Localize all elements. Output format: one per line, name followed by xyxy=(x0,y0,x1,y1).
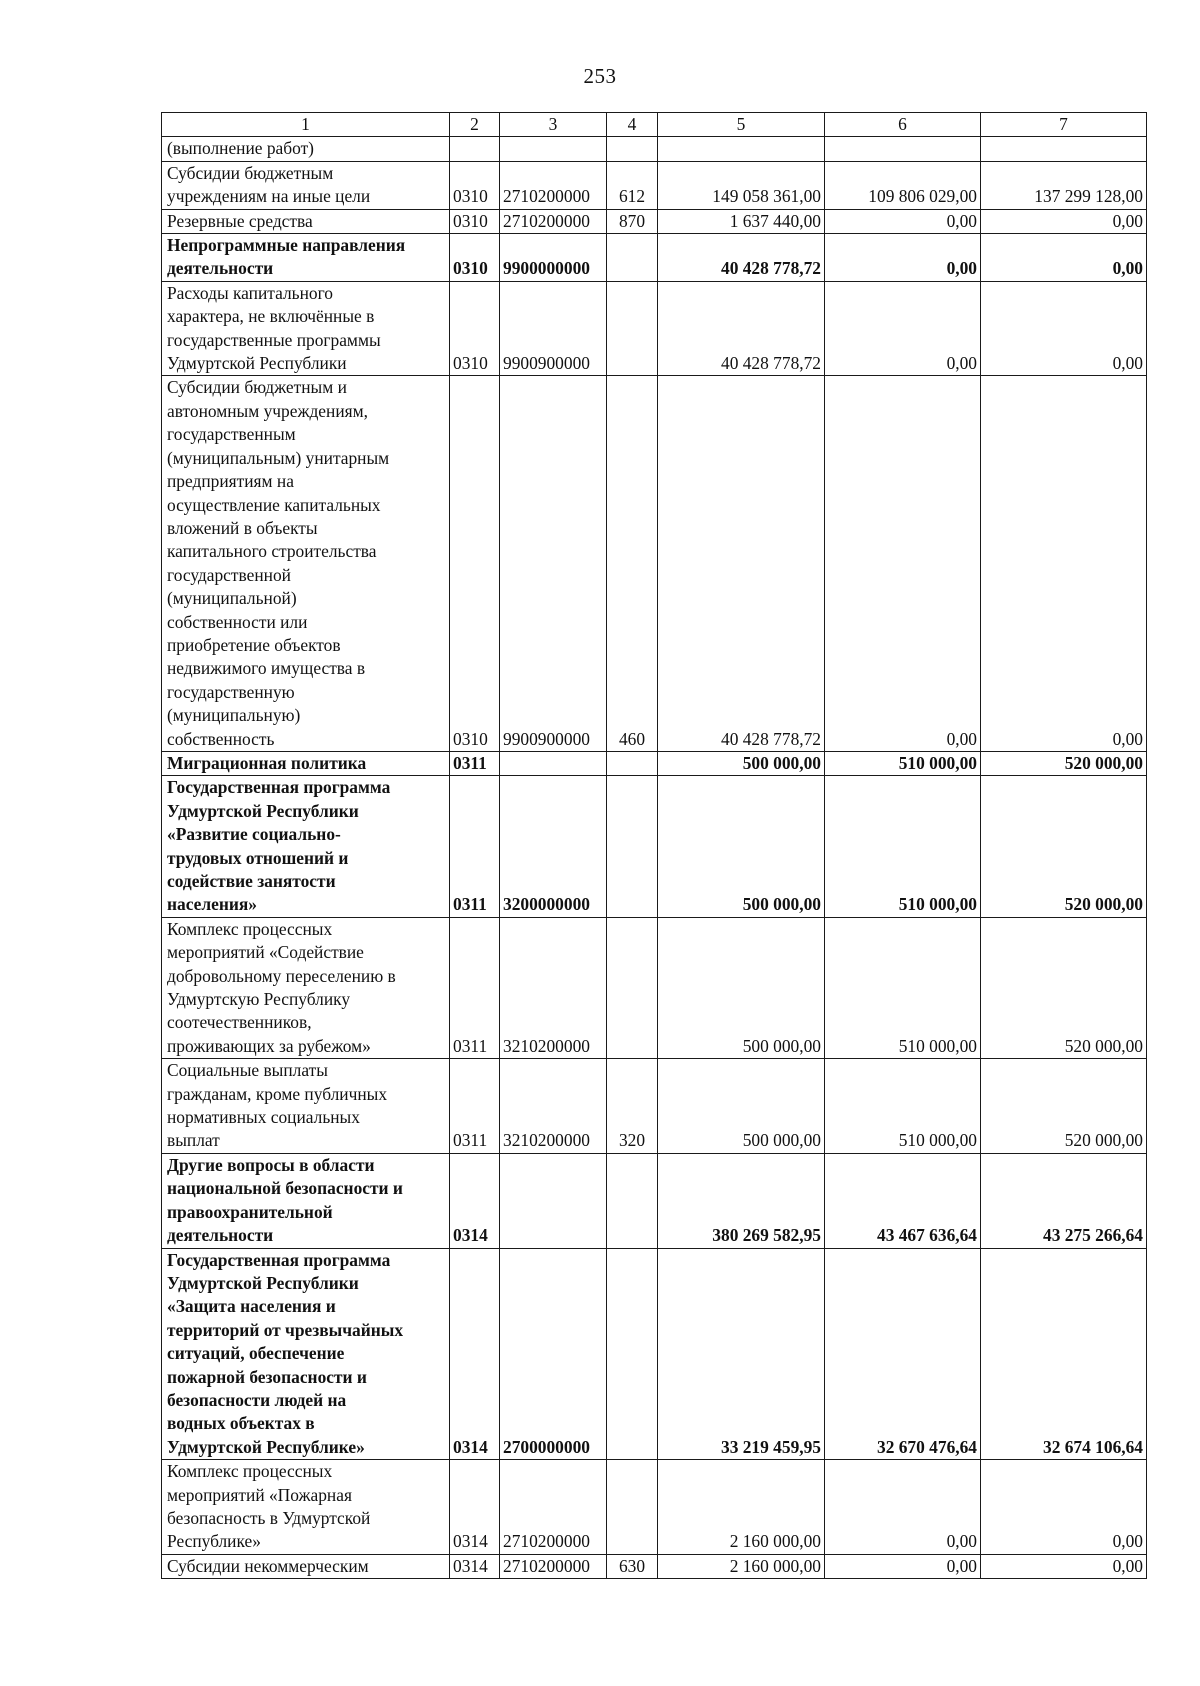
table-row xyxy=(162,1460,1147,1555)
page-number: 253 xyxy=(583,64,617,88)
table-row xyxy=(162,1059,1147,1154)
header-row xyxy=(162,113,1147,137)
row-amount-col7: 0,00 xyxy=(981,1460,1147,1555)
row-expense-type: 630 xyxy=(607,1554,658,1578)
row-name: Социальные выплаты гражданам, кроме публичных нормативных социальных выплат xyxy=(162,1059,450,1154)
row-amount-col5: 500 000,00 xyxy=(658,776,825,917)
row-name: Субсидии бюджетным и автономным учреждениям, государственным (муниципальным) унитарным предприятиям на осуществление капитальных вложений в объекты капитального строительства государственной (муниципальной) собственности или приобретение объектов недвижимого имущества в государственную (муниципальную) собственность xyxy=(162,376,450,752)
row-section-code: 0314 xyxy=(450,1460,500,1555)
row-amount-col5: 40 428 778,72 xyxy=(658,234,825,282)
row-amount-col7: 43 275 266,64 xyxy=(981,1153,1147,1248)
row-amount-col5: 2 160 000,00 xyxy=(658,1460,825,1555)
row-section-code xyxy=(450,137,500,161)
row-expense-type xyxy=(607,1153,658,1248)
row-name: Расходы капитального характера, не включённые в государственные программы Удмуртской Республики xyxy=(162,281,450,376)
row-name: Государственная программа Удмуртской Республики «Защита населения и территорий от чрезвычайных ситуаций, обеспечение пожарной безопасности и безопасности людей на водных объектах в Удмуртской Республике» xyxy=(162,1248,450,1460)
table-row xyxy=(162,281,1147,376)
table-row xyxy=(162,1554,1147,1578)
row-amount-col7: 0,00 xyxy=(981,376,1147,752)
row-amount-col7: 0,00 xyxy=(981,1554,1147,1578)
row-name: Миграционная политика xyxy=(162,751,450,775)
row-section-code: 0314 xyxy=(450,1153,500,1248)
row-amount-col7: 0,00 xyxy=(981,209,1147,233)
row-amount-col5: 149 058 361,00 xyxy=(658,161,825,209)
row-amount-col6: 0,00 xyxy=(825,376,981,752)
row-section-code: 0310 xyxy=(450,161,500,209)
row-amount-col7: 520 000,00 xyxy=(981,776,1147,917)
table-row xyxy=(162,161,1147,209)
row-target-code: 9900900000 xyxy=(500,281,607,376)
row-target-code: 3210200000 xyxy=(500,1059,607,1154)
header-col-6: 6 xyxy=(825,113,981,137)
row-section-code: 0310 xyxy=(450,234,500,282)
row-section-code: 0311 xyxy=(450,776,500,917)
row-target-code: 2700000000 xyxy=(500,1248,607,1460)
row-section-code: 0314 xyxy=(450,1554,500,1578)
budget-table xyxy=(161,112,1147,1579)
row-amount-col5: 500 000,00 xyxy=(658,751,825,775)
row-name: Резервные средства xyxy=(162,209,450,233)
row-expense-type xyxy=(607,751,658,775)
row-section-code: 0310 xyxy=(450,376,500,752)
row-amount-col6: 0,00 xyxy=(825,1460,981,1555)
row-amount-col5: 40 428 778,72 xyxy=(658,281,825,376)
row-amount-col5: 500 000,00 xyxy=(658,917,825,1058)
row-expense-type: 320 xyxy=(607,1059,658,1154)
row-section-code: 0314 xyxy=(450,1248,500,1460)
row-target-code xyxy=(500,137,607,161)
row-amount-col5: 33 219 459,95 xyxy=(658,1248,825,1460)
row-amount-col7: 137 299 128,00 xyxy=(981,161,1147,209)
table-row xyxy=(162,751,1147,775)
row-name: (выполнение работ) xyxy=(162,137,450,161)
row-expense-type: 460 xyxy=(607,376,658,752)
row-expense-type xyxy=(607,281,658,376)
row-expense-type xyxy=(607,234,658,282)
table-row xyxy=(162,234,1147,282)
row-expense-type xyxy=(607,137,658,161)
row-amount-col6: 0,00 xyxy=(825,1554,981,1578)
row-name: Другие вопросы в области национальной безопасности и правоохранительной деятельности xyxy=(162,1153,450,1248)
row-expense-type xyxy=(607,776,658,917)
row-expense-type xyxy=(607,917,658,1058)
row-amount-col6: 510 000,00 xyxy=(825,917,981,1058)
row-amount-col5: 500 000,00 xyxy=(658,1059,825,1154)
row-section-code: 0310 xyxy=(450,281,500,376)
row-amount-col7 xyxy=(981,137,1147,161)
header-col-1: 1 xyxy=(162,113,450,137)
row-amount-col7: 520 000,00 xyxy=(981,917,1147,1058)
row-amount-col5 xyxy=(658,137,825,161)
row-amount-col5: 40 428 778,72 xyxy=(658,376,825,752)
row-expense-type xyxy=(607,1460,658,1555)
row-amount-col7: 0,00 xyxy=(981,281,1147,376)
row-amount-col6: 0,00 xyxy=(825,209,981,233)
row-target-code: 2710200000 xyxy=(500,209,607,233)
row-target-code: 9900900000 xyxy=(500,376,607,752)
row-amount-col6: 510 000,00 xyxy=(825,1059,981,1154)
row-amount-col5: 380 269 582,95 xyxy=(658,1153,825,1248)
row-target-code: 3210200000 xyxy=(500,917,607,1058)
row-section-code: 0311 xyxy=(450,917,500,1058)
row-name: Комплекс процессных мероприятий «Содействие добровольному переселению в Удмуртскую Республику соотечественников, проживающих за рубежом» xyxy=(162,917,450,1058)
row-amount-col6: 32 670 476,64 xyxy=(825,1248,981,1460)
table-row xyxy=(162,1153,1147,1248)
row-section-code: 0311 xyxy=(450,1059,500,1154)
table-row xyxy=(162,776,1147,917)
row-amount-col7: 520 000,00 xyxy=(981,751,1147,775)
table-row xyxy=(162,376,1147,752)
row-target-code: 2710200000 xyxy=(500,1554,607,1578)
row-amount-col7: 32 674 106,64 xyxy=(981,1248,1147,1460)
row-amount-col5: 2 160 000,00 xyxy=(658,1554,825,1578)
header-col-7: 7 xyxy=(981,113,1147,137)
row-expense-type xyxy=(607,1248,658,1460)
row-amount-col5: 1 637 440,00 xyxy=(658,209,825,233)
row-amount-col6: 43 467 636,64 xyxy=(825,1153,981,1248)
row-amount-col6 xyxy=(825,137,981,161)
row-target-code xyxy=(500,1153,607,1248)
row-amount-col7: 0,00 xyxy=(981,234,1147,282)
header-col-2: 2 xyxy=(450,113,500,137)
row-target-code: 2710200000 xyxy=(500,1460,607,1555)
row-amount-col6: 109 806 029,00 xyxy=(825,161,981,209)
row-target-code: 3200000000 xyxy=(500,776,607,917)
header-col-4: 4 xyxy=(607,113,658,137)
header-col-3: 3 xyxy=(500,113,607,137)
row-amount-col6: 0,00 xyxy=(825,281,981,376)
row-section-code: 0311 xyxy=(450,751,500,775)
table-row xyxy=(162,209,1147,233)
row-name: Государственная программа Удмуртской Республики «Развитие социально- трудовых отношений и содействие занятости населения» xyxy=(162,776,450,917)
row-name: Субсидии бюджетным учреждениям на иные цели xyxy=(162,161,450,209)
row-name: Субсидии некоммерческим xyxy=(162,1554,450,1578)
header-col-5: 5 xyxy=(658,113,825,137)
table-row xyxy=(162,1248,1147,1460)
row-name: Комплекс процессных мероприятий «Пожарная безопасность в Удмуртской Республике» xyxy=(162,1460,450,1555)
row-amount-col6: 510 000,00 xyxy=(825,751,981,775)
row-expense-type: 612 xyxy=(607,161,658,209)
row-amount-col7: 520 000,00 xyxy=(981,1059,1147,1154)
row-target-code: 2710200000 xyxy=(500,161,607,209)
row-amount-col6: 0,00 xyxy=(825,234,981,282)
table-row xyxy=(162,137,1147,161)
row-expense-type: 870 xyxy=(607,209,658,233)
row-name: Непрограммные направления деятельности xyxy=(162,234,450,282)
row-section-code: 0310 xyxy=(450,209,500,233)
row-target-code: 9900000000 xyxy=(500,234,607,282)
table-row xyxy=(162,917,1147,1058)
row-target-code xyxy=(500,751,607,775)
row-amount-col6: 510 000,00 xyxy=(825,776,981,917)
